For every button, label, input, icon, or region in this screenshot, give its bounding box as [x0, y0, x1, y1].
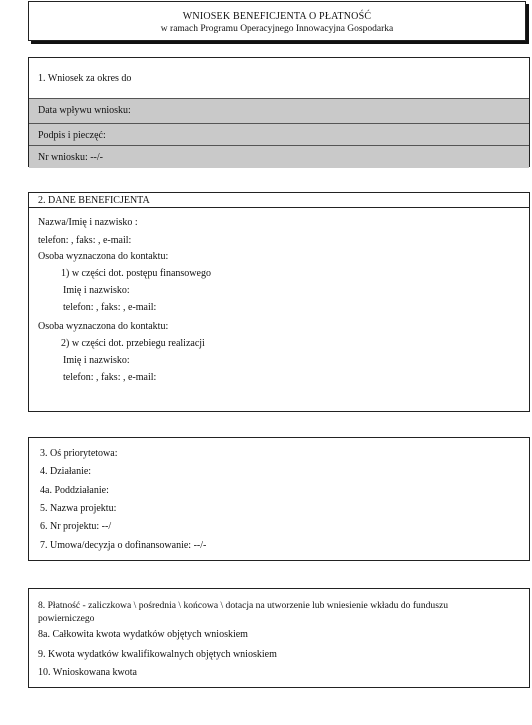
period-label: 1. Wniosek za okres do: [38, 73, 132, 84]
signature-field[interactable]: [29, 123, 529, 146]
contact-person-2-label: Osoba wyznaczona do kontaktu:: [38, 321, 169, 332]
section-application-period: [28, 57, 530, 167]
agreement-decision: 7. Umowa/decyzja o dofinansowanie: --/-: [40, 540, 207, 551]
contact-person-1-label: Osoba wyznaczona do kontaktu:: [38, 251, 169, 262]
action: 4. Działanie:: [40, 466, 92, 477]
beneficiary-title: 2. DANE BENEFICJENTA: [38, 195, 150, 206]
contact-person-1-contact: telefon: , faks: , e-mail:: [63, 302, 157, 313]
form-header: [28, 1, 526, 41]
receipt-date-label: Data wpływu wniosku:: [38, 105, 131, 116]
application-number-label: Nr wniosku: --/-: [38, 152, 103, 163]
form-title: WNIOSEK BENEFICJENTA O PŁATNOŚĆ: [182, 11, 372, 22]
project-name: 5. Nazwa projektu:: [40, 503, 117, 514]
payment-type-line-2: powierniczego: [38, 613, 95, 624]
application-number-field[interactable]: [29, 145, 529, 168]
section-payment: [28, 588, 530, 688]
contact-person-2-scope: 2) w części dot. przebiegu realizacji: [61, 338, 205, 349]
payment-type-line-1: 8. Płatność - zaliczkowa \ pośrednia \ końcowa \ dotacja na utworzenie lub wniesienie wkładu do funduszu: [38, 600, 449, 611]
total-expenses: 8a. Całkowita kwota wydatków objętych wnioskiem: [38, 629, 248, 640]
beneficiary-contact: telefon: , faks: , e-mail:: [38, 235, 132, 246]
beneficiary-header: [29, 193, 529, 208]
subaction: 4a. Poddziałanie:: [40, 485, 109, 496]
contact-person-2-contact: telefon: , faks: , e-mail:: [63, 372, 157, 383]
contact-person-1-scope: 1) w części dot. postępu finansowego: [61, 268, 211, 279]
beneficiary-name: Nazwa/Imię i nazwisko :: [38, 217, 138, 228]
requested-amount: 10. Wnioskowana kwota: [38, 667, 137, 678]
section-project-data: [28, 437, 530, 561]
contact-person-2-name: Imię i nazwisko:: [63, 355, 130, 366]
project-number: 6. Nr projektu: --/: [40, 521, 112, 532]
priority-axis: 3. Oś priorytetowa:: [40, 448, 118, 459]
contact-person-1-name: Imię i nazwisko:: [63, 285, 130, 296]
form-subtitle: w ramach Programu Operacyjnego Innowacyjna Gospodarka: [160, 24, 394, 34]
signature-label: Podpis i pieczęć:: [38, 130, 106, 141]
section-beneficiary-data: [28, 192, 530, 412]
eligible-expenses: 9. Kwota wydatków kwalifikowalnych objętych wnioskiem: [38, 649, 277, 660]
receipt-date-field[interactable]: [29, 98, 529, 124]
